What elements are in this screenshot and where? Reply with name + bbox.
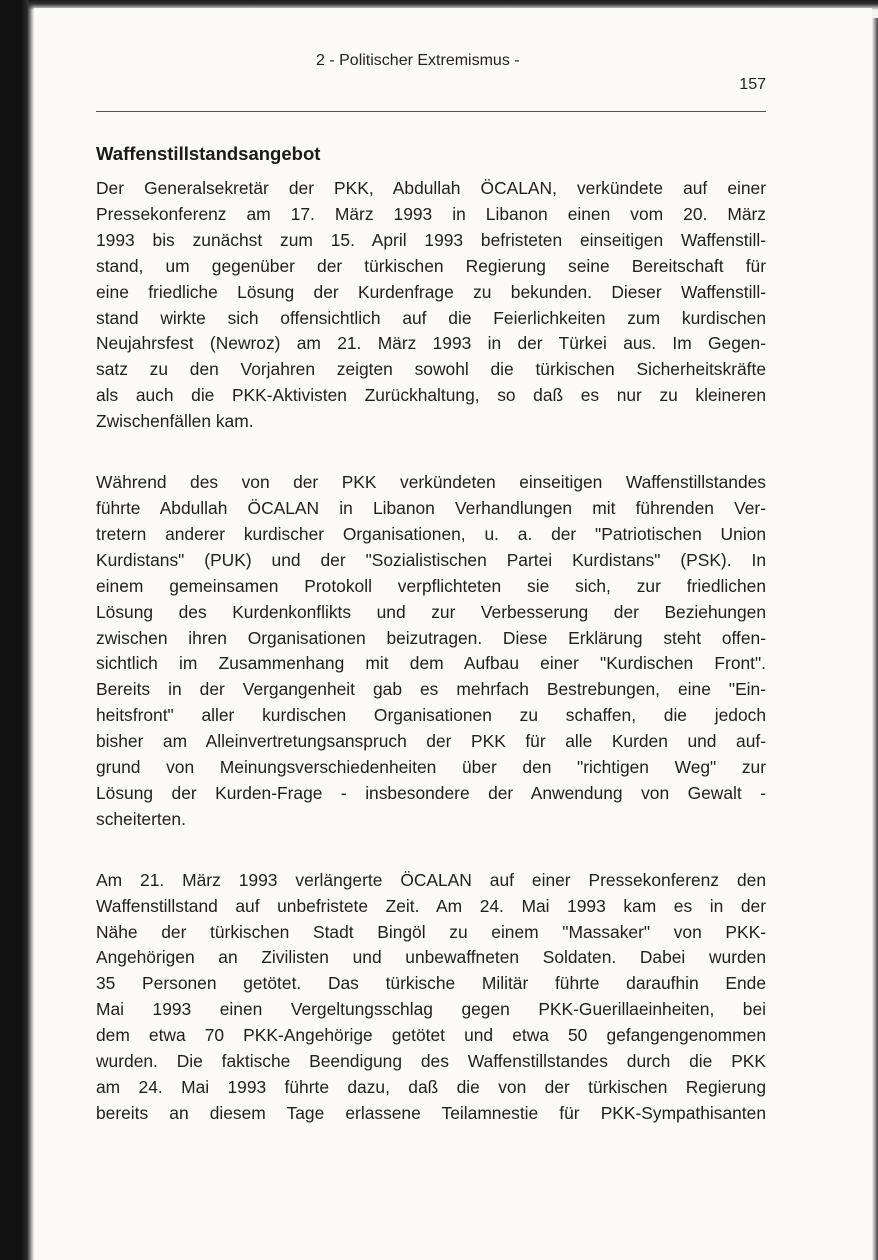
text-line: Zwischenfällen kam. [96,411,254,432]
text-line: Lösung der Kurden-Frage - insbesondere der Anwendung von Gewalt - [96,782,766,803]
paragraph [96,868,766,1127]
page-header [96,52,766,96]
text-line: Lösung des Kurdenkonflikts und zur Verbesserung der Beziehungen [96,601,766,622]
text-line: führte Abdullah ÖCALAN in Libanon Verhandlungen mit führenden Ver- [96,497,766,518]
text-line: Der Generalsekretär der PKK, Abdullah ÖCALAN, verkündete auf einer [96,178,766,198]
text-line: dem etwa 70 PKK-Angehörige getötet und etwa 50 gefangengenommen [96,1025,766,1046]
text-line: tretern anderer kurdischer Organisationen, u. a. der "Patriotischen Union [96,523,766,544]
text-line: Bereits in der Vergangenheit gab es mehrfach Bestrebungen, eine "Ein- [96,679,766,700]
text-line: Während des von der PKK verkündeten einseitigen Waffenstillstandes [96,472,766,493]
paragraph [96,470,766,833]
text-line: Waffenstillstand auf unbefristete Zeit. Am 24. Mai 1993 kam es in der [96,895,766,916]
body-text [96,176,766,1162]
text-line: sichtlich im Zusammenhang mit dem Aufbau einer "Kurdischen Front". [96,653,766,674]
text-line: satz zu den Vorjahren zeigten sowohl die türkischen Sicherheitskräfte [96,359,766,380]
text-line: Am 21. März 1993 verlängerte ÖCALAN auf einer Pressekonferenz den [96,869,766,890]
header-rule [96,111,766,112]
text-line: bisher am Alleinvertretungsanspruch der PKK für alle Kurden und auf- [96,731,766,752]
text-line: wurden. Die faktische Beendigung des Waffenstillstandes durch die PKK [96,1051,766,1072]
text-line: 1993 bis zunächst zum 15. April 1993 befristeten einseitigen Waffenstill- [96,229,766,250]
text-line: eine friedliche Lösung der Kurdenfrage zu bekunden. Dieser Waffenstill- [96,281,766,302]
text-line: stand, um gegenüber der türkischen Regierung seine Bereitschaft für [96,255,766,276]
scan-shadow-left [0,0,34,1260]
page-number: 157 [739,76,766,93]
text-line: Pressekonferenz am 17. März 1993 in Libanon einen vom 20. März [96,203,766,224]
text-line: stand wirkte sich offensichtlich auf die Feierlichkeiten zum kurdischen [96,307,766,328]
text-line: Kurdistans" (PUK) und der "Sozialistischen Partei Kurdistans" (PSK). In [96,549,766,570]
text-line: grund von Meinungsverschiedenheiten über den "richtigen Weg" zur [96,757,766,778]
text-line: als auch die PKK-Aktivisten Zurückhaltung, so daß es nur zu kleineren [96,385,766,406]
scan-shadow-right [872,18,878,1260]
text-line: scheiterten. [96,808,186,829]
text-line: Mai 1993 einen Vergeltungsschlag gegen PKK-Guerillaeinheiten, bei [96,999,766,1020]
running-head: 2 - Politischer Extremismus - [316,52,520,69]
paragraph [96,176,766,435]
text-line: am 24. Mai 1993 führte dazu, daß die von der türkischen Regierung [96,1077,766,1097]
section-heading: Waffenstillstandsangebot [96,143,321,164]
text-line: Neujahrsfest (Newroz) am 21. März 1993 in der Türkei aus. Im Gegen- [96,333,766,354]
text-line: 35 Personen getötet. Das türkische Militär führte daraufhin Ende [96,973,766,994]
text-line: Nähe der türkischen Stadt Bingöl zu einem "Massaker" von PKK- [96,921,766,942]
text-line: heitsfront" aller kurdischen Organisationen zu schaffen, die jedoch [96,705,766,726]
text-line: bereits an diesem Tage erlassene Teilamnestie für PKK-Sympathisanten [96,1102,766,1123]
text-line: einem gemeinsamen Protokoll verpflichteten sie sich, zur friedlichen [96,575,766,596]
text-line: Angehörigen an Zivilisten und unbewaffneten Soldaten. Dabei wurden [96,947,766,968]
text-line: zwischen ihren Organisationen beizutragen. Diese Erklärung steht offen- [96,627,766,648]
